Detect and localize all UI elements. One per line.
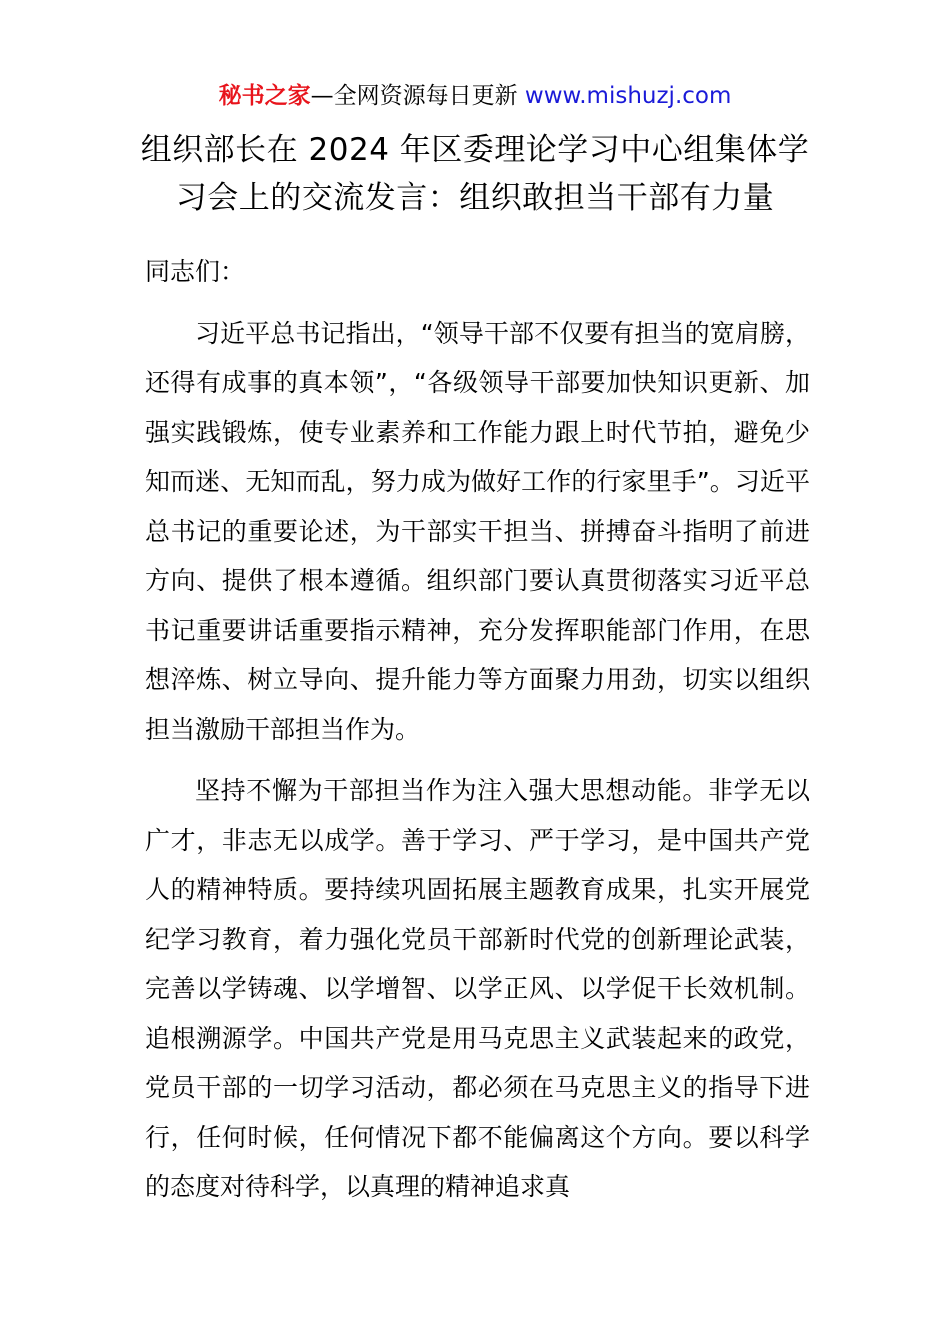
header-tagline: —全网资源每日更新 [310, 83, 525, 109]
body-paragraph-2: 坚持不懈为干部担当作为注入强大思想动能。非学无以广才，非志无以成学。善于学习、严于学习，是中国共产党人的精神特质。要持续巩固拓展主题教育成果，扎实开展党纪学习教育，着力强化党员干部新时代党的创新理论武装，完善以学铸魂、以学增智、以学正风、以学促干长效机制。追根溯源学。中国共产党是用马克思主义武装起来的政党，党员干部的一切学习活动，都必须在马克思主义的指导下进行，任何时候，任何情况下都不能偏离这个方向。要以科学的态度对待科学，以真理的精神追求真 [145, 776, 810, 1201]
document-body [145, 247, 810, 1224]
body-paragraph-1: 习近平总书记指出，“领导干部不仅要有担当的宽肩膀，还得有成事的真本领”，“各级领导干部要加快知识更新、加强实践锻炼，使专业素养和工作能力跟上时代节拍，避免少知而迷、无知而乱，努力成为做好工作的行家里手”。习近平总书记的重要论述，为干部实干担当、拼搏奋斗指明了前进方向、提供了根本遵循。组织部门要认真贯彻落实习近平总书记重要讲话重要指示精神，充分发挥职能部门作用，在思想淬炼、树立导向、提升能力等方面聚力用劲，切实以组织担当激励干部担当作为。 [145, 318, 810, 744]
brand-name: 秘书之家 [218, 83, 311, 109]
site-url-link[interactable]: www.mishuzj.com [524, 83, 732, 109]
document-title-line-2: 习会上的交流发言：组织敢担当干部有力量 [175, 180, 775, 216]
document-title [120, 126, 830, 222]
site-header [0, 80, 950, 112]
greeting: 同志们： [145, 257, 246, 286]
document-title-line-1: 组织部长在 2024 年区委理论学习中心组集体学 [140, 132, 810, 168]
